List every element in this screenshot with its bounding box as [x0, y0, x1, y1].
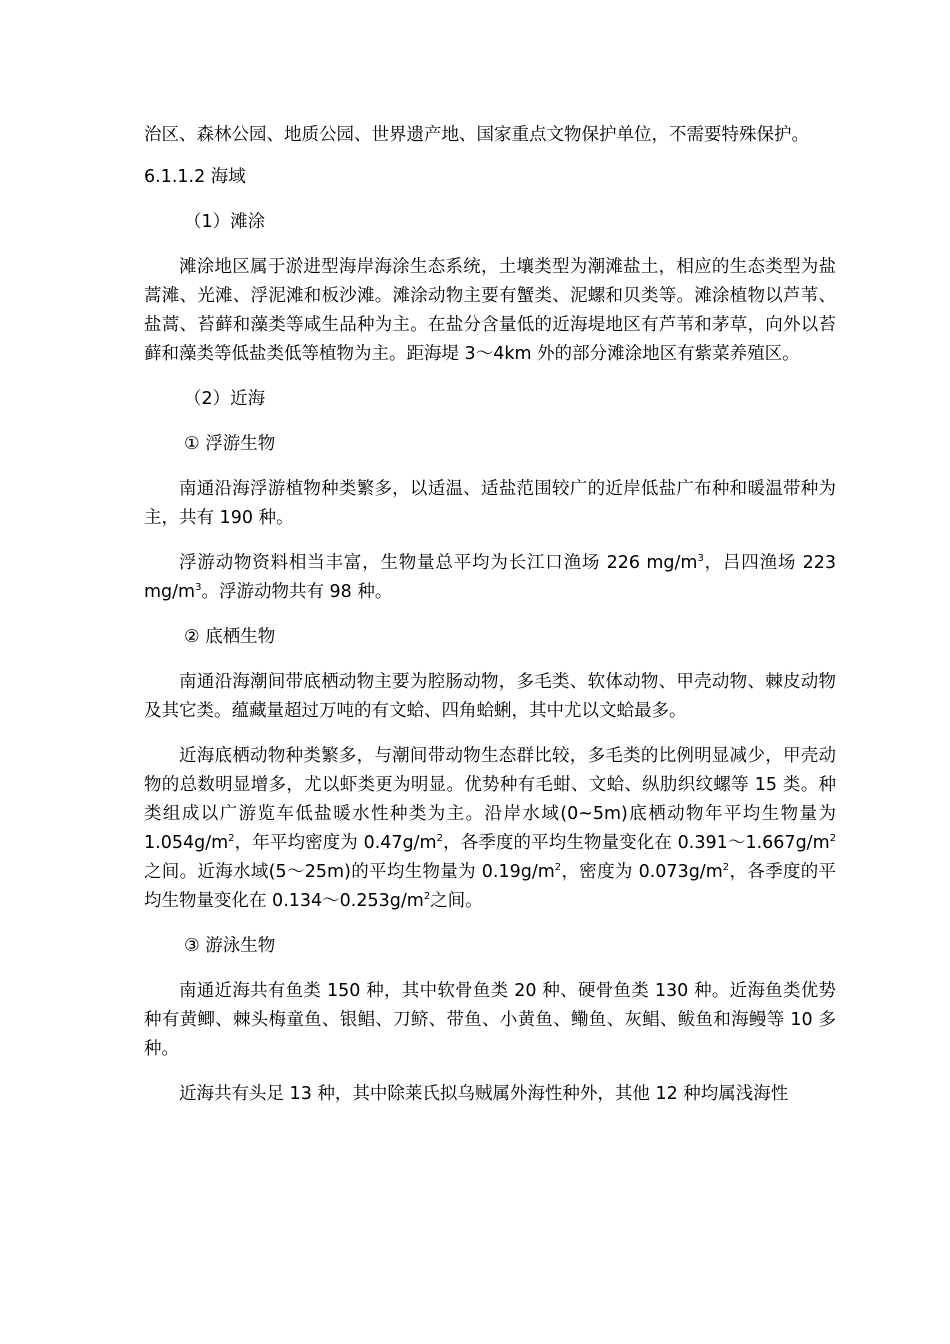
text-segment: 。浮游动物共有 98 种。 — [201, 582, 393, 602]
paragraph-zooplankton — [144, 549, 836, 607]
paragraph-fish: 南通近海共有鱼类 150 种，其中软骨鱼类 20 种、硬骨鱼类 130 种。近海鱼类优势种有黄鲫、棘头梅童鱼、银鲳、刀鲚、带鱼、小黄鱼、鳓鱼、灰鲳、鲅鱼和海鳗等 10 多种。 — [144, 981, 836, 1059]
superscript: 2 — [829, 833, 836, 845]
section-heading-sea-area: 6.1.1.2 海域 — [144, 167, 246, 187]
text-segment: ，年平均密度为 0.47g/m — [234, 833, 437, 853]
text-segment: 之间。近海水域(5～25m)的平均生物量为 0.19g/m — [144, 862, 555, 882]
subheading-nekton: ③ 游泳生物 — [184, 936, 276, 956]
superscript: 3 — [195, 582, 202, 594]
paragraph-tidal-flat: 滩涂地区属于淤进型海岸海涂生态系统，土壤类型为潮滩盐土，相应的生态类型为盐蒿滩、光滩、浮泥滩和板沙滩。滩涂动物主要有蟹类、泥螺和贝类等。滩涂植物以芦苇、盐蒿、苔藓和藻类等咸生品种为主。在盐分含量低的近海堤地区有芦苇和茅草，向外以苔藓和藻类等低盐类低等植物为主。距海堤 3～4km 外的部分滩涂地区有紫菜养殖区。 — [144, 257, 836, 364]
superscript: 2 — [423, 891, 431, 903]
subheading-benthos: ② 底栖生物 — [184, 627, 276, 647]
paragraph-offshore-benthos — [144, 742, 836, 916]
text-segment: ，吕四渔场 223 mg/m — [144, 553, 837, 602]
text-segment: 近海底栖动物种类繁多，与潮间带动物生态群比较，多毛类的比例明显减少，甲壳动物的总数明显增多，尤以虾类更为明显。优势种有毛蚶、文蛤、纵肋织纹螺等 15 类。种类组成以广游览车低盐暖水性种类为主。沿岸水域(0~5m)底栖动物年平均生物量为 1.054g/m — [144, 746, 836, 853]
text-segment: 浮游动物资料相当丰富，生物量总平均为长江口渔场 226 mg/m — [179, 553, 698, 573]
paragraph-phytoplankton: 南通沿海浮游植物种类繁多，以适温、适盐范围较广的近岸低盐广布种和暖温带种为主，共有 190 种。 — [144, 479, 836, 528]
superscript: 2 — [436, 833, 443, 845]
superscript: 2 — [228, 833, 235, 845]
subheading-plankton: ① 浮游生物 — [184, 434, 276, 454]
text-segment: 之间。 — [430, 891, 483, 911]
text-segment: ，各季度的平均生物量变化在 0.134～0.253g/m — [144, 862, 837, 911]
superscript: 2 — [554, 862, 562, 874]
paragraph-continued: 治区、森林公园、地质公园、世界遗产地、国家重点文物保护单位，不需要特殊保护。 — [144, 125, 809, 145]
superscript: 2 — [722, 862, 730, 874]
document-body — [144, 121, 836, 1109]
paragraph-cephalopods: 近海共有头足 13 种，其中除莱氏拟乌贼属外海性种外，其他 12 种均属浅海性 — [179, 1084, 789, 1104]
subheading-offshore: （2）近海 — [184, 389, 266, 409]
subheading-tidal-flat: （1）滩涂 — [184, 212, 266, 232]
superscript: 3 — [697, 553, 704, 565]
paragraph-intertidal-benthos: 南通沿海潮间带底栖动物主要为腔肠动物，多毛类、软体动物、甲壳动物、棘皮动物及其它类。蕴藏量超过万吨的有文蛤、四角蛤蜊，其中尤以文蛤最多。 — [144, 672, 836, 721]
text-segment: ，密度为 0.073g/m — [561, 862, 723, 882]
text-segment: ，各季度的平均生物量变化在 0.391～1.667g/m — [442, 833, 830, 853]
